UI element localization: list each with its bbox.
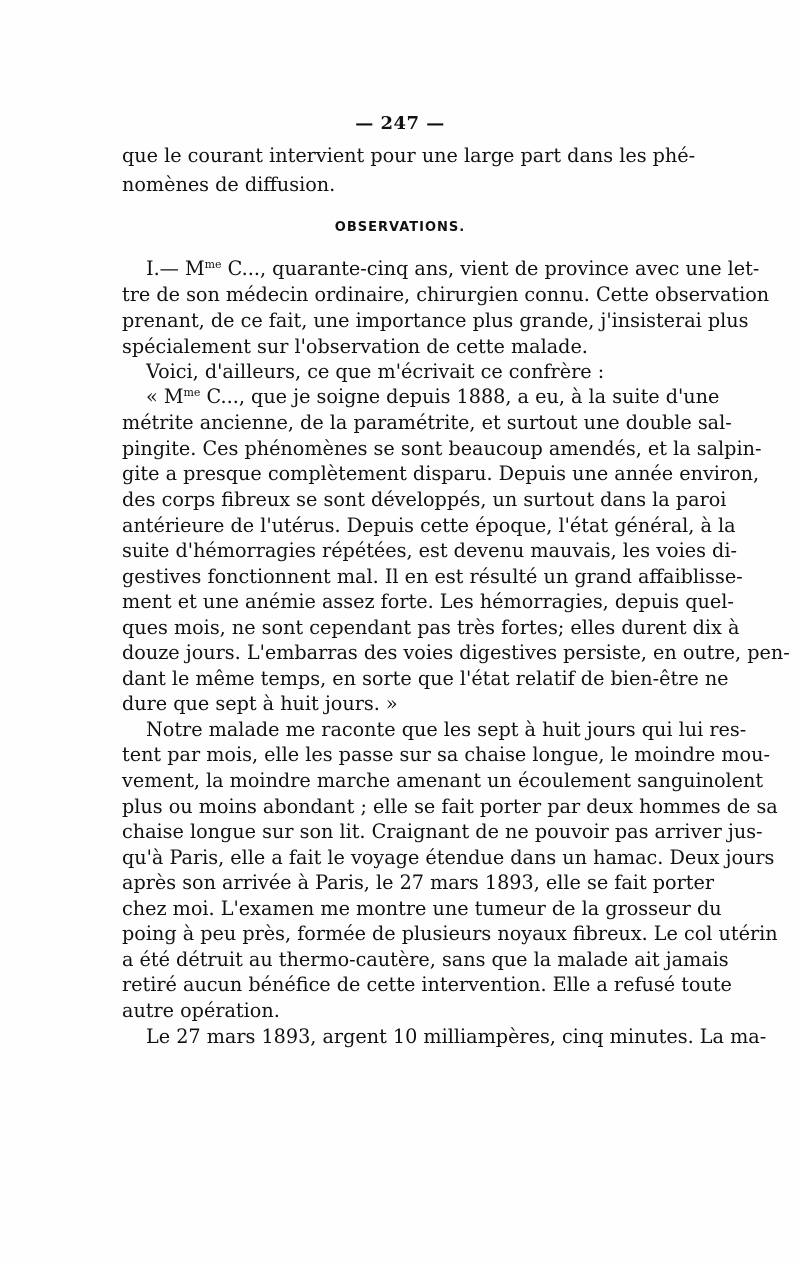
body-line: chaise longue sur son lit. Craignant de ne pouvoir pas arriver jus-: [122, 820, 763, 843]
quote-open: « M: [146, 385, 184, 408]
observation-text: C..., quarante-cinq ans, vient de province avec une let-: [221, 257, 760, 280]
body-line: Voici, d'ailleurs, ce que m'écrivait ce confrère :: [146, 360, 605, 383]
body-line: tre de son médecin ordinaire, chirurgien connu. Cette observation: [122, 283, 770, 306]
quote-text: C..., que je soigne depuis 1888, a eu, à la suite d'une: [200, 385, 720, 408]
body-line: poing à peu près, formée de plusieurs noyaux fibreux. Le col utérin: [122, 922, 778, 945]
page-number: — 247 —: [355, 113, 445, 134]
body-line: qu'à Paris, elle a fait le voyage étendue dans un hamac. Deux jours: [122, 846, 775, 869]
body-line: que le courant intervient pour une large part dans les phé-: [122, 144, 696, 167]
body-line: prenant, de ce fait, une importance plus grande, j'insisterai plus: [122, 309, 749, 332]
body-line: suite d'hémorragies répétées, est devenu mauvais, les voies di-: [122, 539, 737, 562]
body-line: retiré aucun bénéfice de cette intervention. Elle a refusé toute: [122, 973, 732, 996]
title-abbrev: me: [204, 258, 222, 271]
body-line: Le 27 mars 1893, argent 10 milliampères, cinq minutes. La ma-: [146, 1025, 767, 1048]
body-line: des corps fibreux se sont développés, un surtout dans la paroi: [122, 488, 727, 511]
body-line: gestives fonctionnent mal. Il en est résulté un grand affaiblisse-: [122, 565, 743, 588]
body-line: chez moi. L'examen me montre une tumeur de la grosseur du: [122, 897, 722, 920]
body-line: douze jours. L'embarras des voies digestives persiste, en outre, pen-: [122, 641, 790, 664]
body-line: spécialement sur l'observation de cette malade.: [122, 335, 588, 358]
body-line: pingite. Ces phénomènes se sont beaucoup amendés, et la salpin-: [122, 437, 762, 460]
body-line: gite a presque complètement disparu. Depuis une année environ,: [122, 462, 760, 485]
body-line: dure que sept à huit jours. »: [122, 692, 398, 715]
observation-first-line: [146, 256, 760, 281]
body-line: métrite ancienne, de la paramétrite, et surtout une double sal-: [122, 411, 732, 434]
body-line: plus ou moins abondant ; elle se fait porter par deux hommes de sa: [122, 795, 778, 818]
body-line: antérieure de l'utérus. Depuis cette époque, l'état général, à la: [122, 514, 736, 537]
body-line: ment et une anémie assez forte. Les hémorragies, depuis quel-: [122, 590, 734, 613]
body-line: ques mois, ne sont cependant pas très fortes; elles durent dix à: [122, 616, 740, 639]
body-line: Notre malade me raconte que les sept à huit jours qui lui res-: [146, 718, 747, 741]
body-line: après son arrivée à Paris, le 27 mars 1893, elle se fait porter: [122, 871, 715, 894]
body-line: tent par mois, elle les passe sur sa chaise longue, le moindre mou-: [122, 743, 770, 766]
quote-first-line: [146, 384, 720, 409]
title-abbrev: me: [183, 386, 201, 399]
body-line: vement, la moindre marche amenant un écoulement sanguinolent: [122, 769, 764, 792]
body-line: a été détruit au thermo-cautère, sans que la malade ait jamais: [122, 948, 729, 971]
body-line: autre opération.: [122, 999, 280, 1022]
body-line: dant le même temps, en sorte que l'état relatif de bien-être ne: [122, 667, 729, 690]
observation-label: I.— M: [146, 257, 205, 280]
section-heading: OBSERVATIONS.: [334, 220, 466, 235]
body-line: nomènes de diffusion.: [122, 173, 336, 196]
